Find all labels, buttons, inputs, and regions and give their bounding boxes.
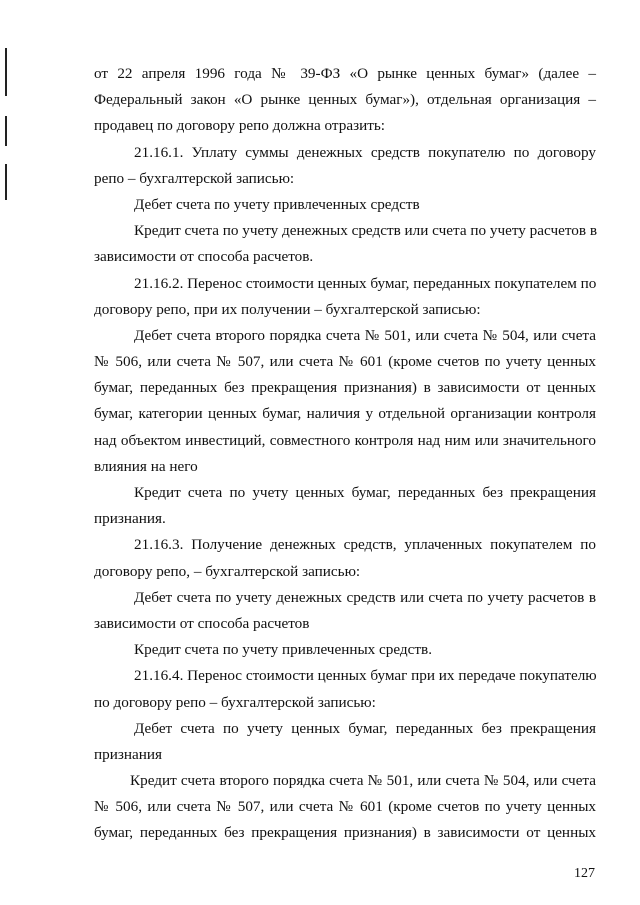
text-line: бумаг, категории ценных бумаг, наличия у отдельной организации контроля: [94, 405, 596, 423]
text-line: договору репо, при их получении – бухгалтерской записью:: [94, 300, 481, 318]
text-line: Дебет счета по учету денежных средств или счета по учету расчетов в: [134, 588, 596, 606]
text-line: Кредит счета по учету денежных средств или счета по учету расчетов в: [134, 222, 597, 240]
text-line: 21.16.1. Уплату суммы денежных средств покупателю по договору: [134, 143, 596, 161]
text-line: Кредит счета по учету ценных бумаг, переданных без прекращения: [134, 484, 596, 501]
text-line: № 506, или счета № 507, или счета № 601 (кроме счетов по учету ценных: [94, 798, 596, 816]
text-line: по договору репо – бухгалтерской записью:: [94, 693, 376, 711]
text-line: над объектом инвестиций, совместного контроля над ним или значительного: [94, 431, 596, 449]
text-line: 21.16.3. Получение денежных средств, уплаченных покупателем по: [134, 536, 596, 554]
paragraph: [94, 663, 596, 715]
text-line: договору репо, – бухгалтерской записью:: [94, 562, 361, 580]
text-line: Дебет счета по учету привлеченных средств: [134, 195, 420, 213]
text-line: Федеральный закон «О рынке ценных бумаг»), отдельная организация –: [94, 91, 596, 109]
text-line: зависимости от способа расчетов: [94, 614, 310, 632]
page-number: 127: [574, 866, 595, 881]
text-line: зависимости от способа расчетов.: [94, 248, 314, 266]
margin-mark-4: [5, 164, 7, 200]
text-line: Кредит счета по учету привлеченных средств.: [134, 641, 432, 659]
document-body: [94, 61, 596, 847]
text-line: влияния на него: [94, 457, 198, 475]
text-line: признания: [94, 745, 162, 763]
margin-mark-1: [5, 48, 7, 62]
text-line: продавец по договору репо должна отразить:: [94, 117, 385, 135]
text-line: Дебет счета второго порядка счета № 501, или счета № 504, или счета: [134, 326, 596, 344]
paragraph: [94, 271, 596, 323]
margin-mark-2: [5, 62, 7, 96]
text-line: Кредит счета второго порядка счета № 501, или счета № 504, или счета: [130, 772, 596, 790]
paragraph: [94, 532, 596, 584]
text-line: 21.16.4. Перенос стоимости ценных бумаг при их передаче покупателю: [134, 667, 597, 685]
paragraph: [94, 218, 596, 270]
paragraph: [94, 716, 596, 768]
text-line: репо – бухгалтерской записью:: [94, 169, 295, 187]
text-line: бумаг, переданных без прекращения признания) в зависимости от ценных: [94, 379, 596, 397]
text-line: признания.: [94, 510, 166, 528]
paragraph: [94, 192, 596, 218]
text-line: 21.16.2. Перенос стоимости ценных бумаг, переданных покупателем по: [134, 274, 597, 292]
text-line: бумаг, переданных без прекращения признания) в зависимости от ценных: [94, 824, 596, 842]
text-line: от 22 апреля 1996 года № 39-ФЗ «О рынке ценных бумаг» (далее –: [94, 65, 596, 82]
paragraph: [94, 768, 596, 847]
paragraph: [94, 140, 596, 192]
text-line: № 506, или счета № 507, или счета № 601 (кроме счетов по учету ценных: [94, 353, 596, 371]
margin-mark-3: [5, 116, 7, 146]
paragraph: [94, 585, 596, 637]
paragraph: [94, 61, 596, 140]
paragraph: [94, 637, 596, 663]
text-line: Дебет счета по учету ценных бумаг, переданных без прекращения: [134, 719, 596, 737]
paragraph: [94, 323, 596, 480]
paragraph: [94, 480, 596, 532]
